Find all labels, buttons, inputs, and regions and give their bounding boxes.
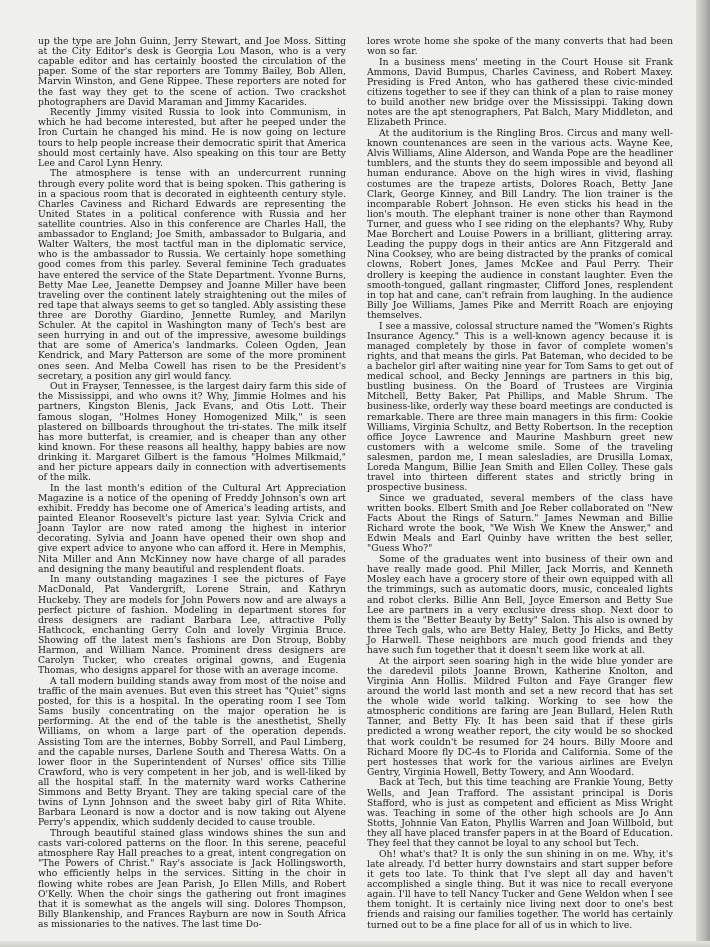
- paragraph: Through beautiful stained glass windows shines the sun and casts vari-colored patterns on the floor. In this serene, peaceful atmosphere Ray Hall preaches to a great, intent congregation on "The Powers of Christ." Ray's associate is Jack Hollingsworth, who efficiently helps in the services. Sitting in the choir in flowing white robes are Jean Parish, Jo Ellen Mills, and Robert O'Kelly. When the choir sings the gathering out front imagines that it is somewhat as the angels will sing. Dolores Thompson, Billy Blankenship, and Frances Rayburn are now in South Africa as missionaries to the natives. The last time Do-: [38, 828, 346, 931]
- paragraph: Since we graduated, several members of the class have written books. Elbert Smith and Joe Reber collaborated on "New Facts About the Rings of Saturn." James Newman and Billie Richard wrote the book, "We Wish We Knew the Answer," and Edwin Meals and Earl Quinby have written the best seller, "Guess Who?": [367, 492, 673, 555]
- paragraph: I see a massive, colossal structure named the "Women's Rights Insurance Agency." This is a well-known agency because it is managed completely by those in favor of complete women's rights, and that means the girls. Pat Bateman, who decided to be a bachelor girl after waiting nine year for Tom Sams to get out of medical school, and Becky Jennings are partners in this big, bustling business. On the Board of Trustees are Virginia Mitchell, Betty Baker, Pat Phillips, and Mable Shrum. The business-like, orderly way these board meetings are conducted is remarkable. There are three main managers in this firm: Cookie Williams, Virginia Schultz, and Betty Robertson. In the reception office Joyce Lawrence and Maurine Mashburn greet new customers with a welcome smile. Some of the traveling salesmen, pardon me, I mean salesladies, are Drusilla Lomax, Loreda Mangum, Billie Jean Smith and Ellen Colley. These gals travel into thirteen different states and strictly bring in prospective business.: [367, 320, 673, 494]
- right-text-column: [367, 37, 673, 931]
- left-text-column: [38, 37, 346, 930]
- paragraph: The atmosphere is tense with an undercurrent running through every polite word that is being spoken. This gathering is in a spacious room that is decorated in eighteenth century style. Charles Caviness and Richard Edwards are representing the United States in a political conference with Russia and her satellite countries. Also in this conference are Charles Hall, the ambassador to England; Joe Smith, ambassador to Bulgaria, and Walter Walters, the most tactful man in the diplomatic service, who is the ambassador to Russia. We certainly hope something good comes from this parley. Several feminine Tech graduates have entered the service of the State Department. Yvonne Burns, Betty Mae Lee, Jeanette Dempsey and Joanne Miller have been traveling over the continent lately straightening out the miles of red tape that always seems to get so tangled. Ably assisting these three are Dorothy Giardino, Jennette Rumley, and Marilyn Schuler. At the capitol in Washington many of Tech's best are seen hurrying in and out of the impressive, awesome buildings that are some of America's landmarks. Coleen Ogden, Jean Kendrick, and Mary Patterson are some of the more prominent ones seen. And Melba Cowell has risen to be the President's secretary, a position any girl would fancy.: [38, 168, 346, 382]
- paragraph: A tall modern building stands away from most of the noise and traffic of the main avenues. But even this street has "Quiet" signs posted, for this is a hospital. In the operating room I see Tom Sams busily concentrating on the major operation he is performing. At the end of the table is the anesthetist, Shelly Williams, on whom a large part of the operation depends. Assisting Tom are the internes, Bobby Sorrell, and Paul Limberg, and the capable nurses, Darlene South and Theresa Watts. On a lower floor in the Superintendent of Nurses' office sits Tillie Crawford, who is very competent in her job, and is well-liked by all the hospital staff. In the maternity ward works Catherine Simmons and Betty Bryant. They are taking special care of the twins of Lynn Johnson and the sweet baby girl of Rita White. Barbara Leonard is now a doctor and is now taking out Alyene Perry's appendix, which suddenly decided to cause trouble.: [38, 675, 346, 829]
- paragraph: At the airport seen soaring high in the wide blue yonder are the daredevil pilots Joanne Brown, Katherine Knolton, and Virginia Ann Hollis. Mildred Fulton and Faye Granger flew around the world last month and set a new record that has set the whole wide world talking. Working to see how the atmospheric conditions are faring are Jean Bullard, Helen Ruth Tanner, and Betty Fly. It has been said that if these girls predicted a wrong weather report, the city would be so shocked that work couldn't be resumed for 24 hours. Billy Moore and Richard Moore fly DC-4s to Florida and California. Some of the pert hostesses that work for the various airlines are Evelyn Gentry, Virginia Howell, Betty Towery, and Ann Woodard.: [367, 655, 673, 778]
- paragraph: In a business mens' meeting in the Court House sit Frank Ammons, David Bumpus, Charles Caviness, and Robert Maxey. Presiding is Fred Anton, who has gathered these civic-minded citizens together to see if they can think of a plan to raise money to build another new bridge over the Mississippi. Taking down notes are the apt stenographers, Pat Balch, Mary Middleton, and Elizabeth Prince.: [367, 56, 673, 129]
- paragraph: up the type are John Guinn, Jerry Stewart, and Joe Moss. Sitting at the City Editor's desk is Georgia Lou Mason, who is a very capable editor and has certainly boosted the circulation of the paper. Some of the star reporters are Tommy Bailey, Bob Allen, Marvin Winston, and Gene Rippee. These reporters are noted for the fast way they get to the scene of action. Two crackshot photographers are David Maraman and Jimmy Kacarides.: [38, 36, 346, 108]
- paragraph: Oh! what's that? It is only the sun shining in on me. Why, it's late already. I'd better hurry downstairs and start supper before it gets too late. To think that I've slept all day and haven't accomplished a single thing. But it was nice to recall everyone again. I'll have to tell Nancy Tucker and Gene Weldon when I see them tonight. It is certainly nice living next door to one's best friends and raising our families together. The world has certainly turned out to be a fine place for all of us in which to live.: [367, 848, 673, 931]
- paragraph: Some of the graduates went into business of their own and have really made good. Phil Miller, Jack Morris, and Kenneth Mosley each have a grocery store of their own equipped with all the trimmings, such as automatic doors, music, concealed lights and robot clerks. Billie Ann Bell, Joyce Emerson and Betty Sue Lee are partners in a very exclusive dress shop. Next door to them is the "Better Beauty by Betty" Salon. This also is owned by three Tech gals, who are Betty Haley, Betty Jo Hicks, and Betty Jo Harwell. These neighbors are much good friends and they have such fun together that it doesn't seem like work at all.: [367, 554, 673, 657]
- paragraph: In many outstanding magazines I see the pictures of Faye MacDonald, Pat Vandergrift, Lorene Strain, and Kathryn Huckeby. They are models for John Powers now and are always a perfect picture of fashion. Modeling in department stores for dress designers are radiant Barbara Lee, attractive Polly Hathcock, enchanting Gerry Coln and lovely Virginia Bruce. Showing off the latest men's fashions are Don Stroup, Bobby Harmon, and William Nance. Prominent dress designers are Carolyn Tucker, who creates original gowns, and Eugenia Thomas, who designs apparel for those with an average income.: [38, 574, 346, 677]
- page-edge-shadow: [696, 0, 710, 947]
- paragraph: lores wrote home she spoke of the many converts that had been won so far.: [367, 36, 673, 58]
- page-bottom-edge: [0, 941, 710, 947]
- paragraph: Back at Tech, but this time teaching are Frankie Young, Betty Wells, and Jean Trafford. The assistant principal is Doris Stafford, who is just as competent and efficient as Miss Wright was. Teaching in some of the other high schools are Jo Ann Stotts, Johnnie Van Eaton, Phyllis Warren and Joan Willbold, but they all have placed transfer papers in at the Board of Education. They feel that they cannot be loyal to any school but Tech.: [367, 777, 673, 850]
- paragraph: Recently Jimmy visited Russia to look into Communism, in which he had become interested, but after he peeped under the Iron Curtain he changed his mind. He is now going on lecture tours to help people increase their democratic spirit that America should most certainly have. Also speaking on this tour are Betty Lee and Carol Lynn Henry.: [38, 107, 346, 169]
- paragraph: At the auditorium is the Ringling Bros. Circus and many well-known countenances are seen in the various acts. Wayne Kee, Alvis Williams, Aline Alderson, and Wanda Pope are the headliner tumblers, and the stunts they do seem impossible and beyond all human endurance. Above on the high wires in vivid, flashing costumes are the trapeze artists, Dolores Roach, Betty Jane Clark, George Kinney, and Bill Landry. The lion trainer is the incomparable Robert Johnson. He even sticks his head in the lion's mouth. The elephant trainer is none other than Raymond Turner, and guess who I see riding on the elephants? Why, Ruby Mae Borchert and Louise Powers in a brilliant, glittering array. Leading the puppy dogs in their antics are Ann Fitzgerald and Nina Cooksey, who are being distracted by the pranks of comical clowns, Robert Jones, James McKee and Paul Perry. Their drollery is keeping the audience in constant laughter. Even the smooth-tongued, gallant ringmaster, Clifford Jones, resplendent in top hat and cane, can't refrain from laughing. In the audience Billy Joe Williams, James Pike and Merritt Roach are enjoying themselves.: [367, 127, 673, 321]
- paragraph: Out in Frayser, Tennessee, is the largest dairy farm this side of the Mississippi, and who owns it? Why, Jimmie Holmes and his partners, Kingston Blenis, Jack Evans, and Otis Lott. Their famous slogan, "Holmes Honey Homogenized Milk," is seen plastered on billboards throughout the tri-states. The milk itself has more butterfat, is creamier, and is cheaper than any other kind known. For these reasons all healthy, happy babies are now drinking it. Margaret Gilbert is the famous "Holmes Milkmaid," and her picture appears daily in connection with advertisements of the milk.: [38, 381, 346, 484]
- paragraph: In the last month's edition of the Cultural Art Appreciation Magazine is a notice of the opening of Freddy Johnson's own art exhibit. Freddy has become one of America's leading artists, and painted Eleanor Roosevelt's picture last year. Sylvia Crick and Joann Taylor are now rated among the highest in interior decorating. Sylvia and Joann have opened their own shop and give expert advice to anyone who can afford it. Here in Memphis, Nita Miller and Ann McKinney now have charge of all parades and designing the many beautiful and resplendent floats.: [38, 482, 346, 575]
